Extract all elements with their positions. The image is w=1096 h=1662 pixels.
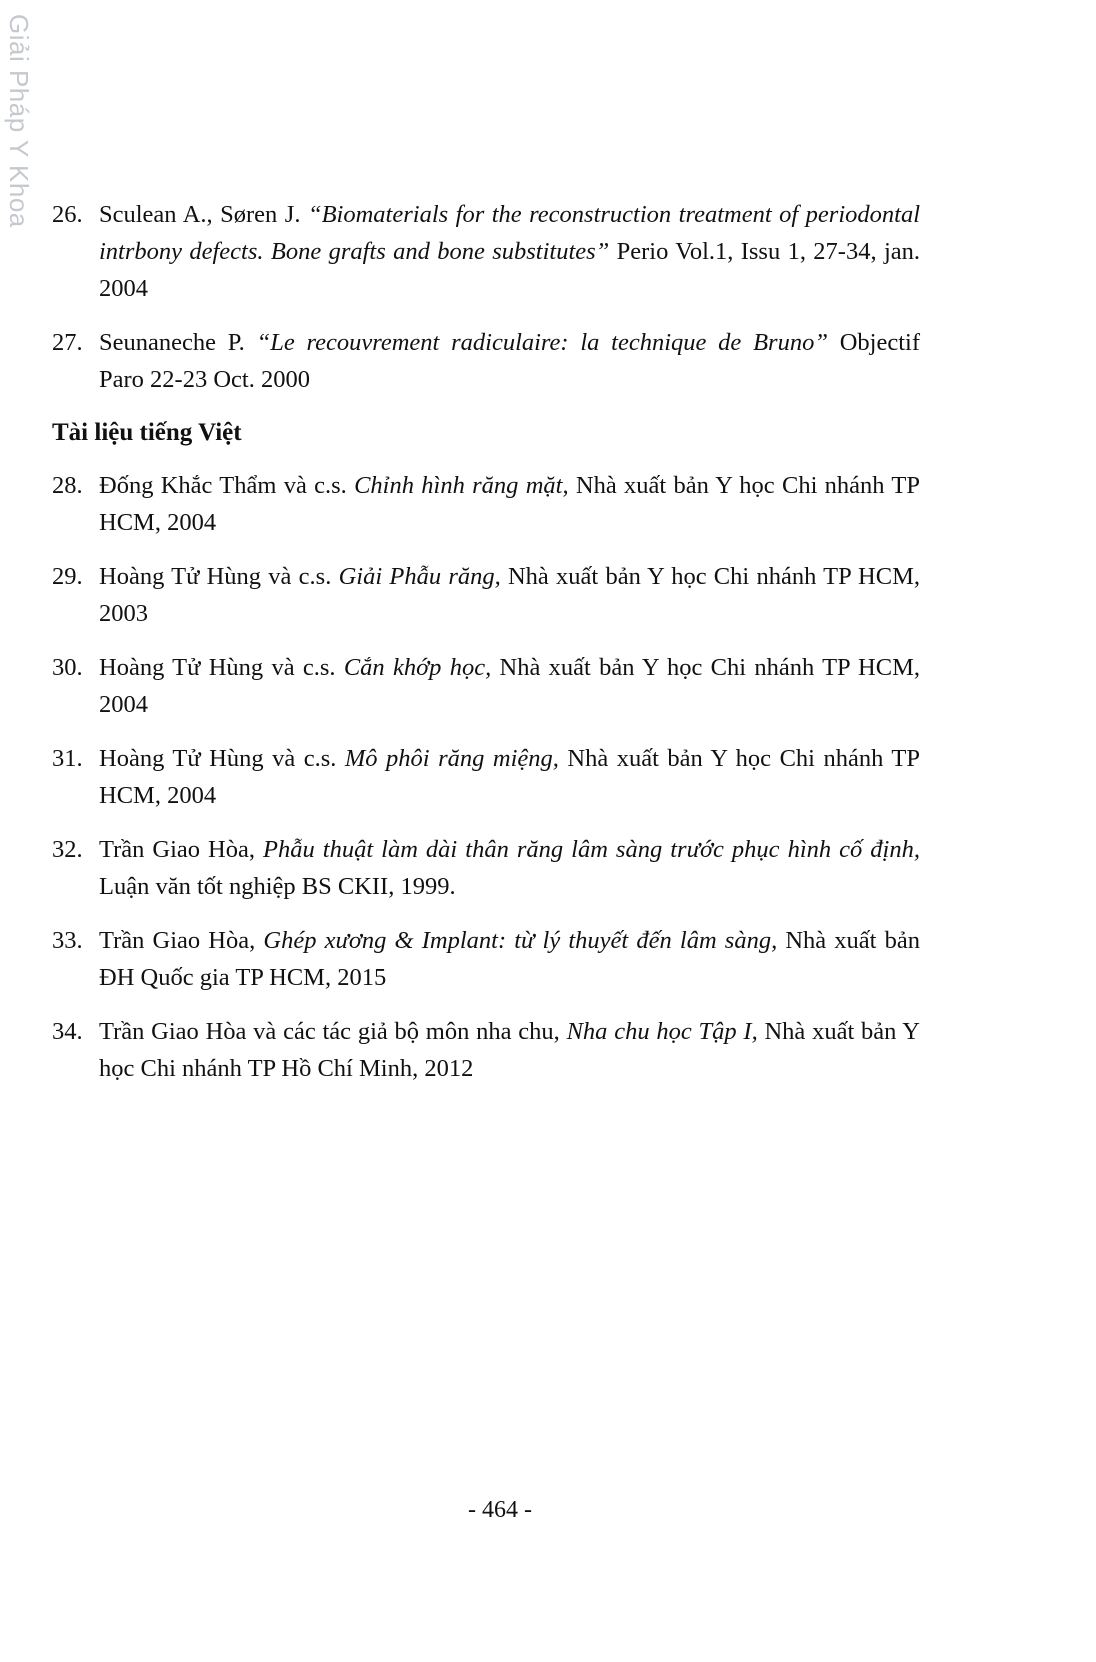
- reference-authors: Trần Giao Hòa và các tác giả bộ môn nha chu,: [99, 1018, 567, 1045]
- reference-item: [52, 558, 920, 632]
- reference-source: Nhà xuất bản ĐH Quốc gia TP HCM, 2015: [99, 927, 920, 991]
- reference-item: [52, 922, 920, 996]
- reference-source: Nhà xuất bản Y học Chi nhánh TP Hồ Chí Minh, 2012: [99, 1018, 920, 1082]
- reference-title: Phẫu thuật làm dài thân răng lâm sàng trước phục hình cố định,: [263, 836, 920, 863]
- reference-authors: Đống Khắc Thẩm và c.s.: [99, 472, 355, 499]
- reference-item: [52, 831, 920, 905]
- reference-source: Nhà xuất bản Y học Chi nhánh TP HCM, 2004: [99, 745, 920, 809]
- reference-number: 26.: [52, 201, 83, 228]
- reference-source: Objectif Paro 22-23 Oct. 2000: [99, 329, 920, 393]
- reference-number: 29.: [52, 563, 83, 590]
- reference-authors: Hoàng Tử Hùng và c.s.: [99, 563, 339, 590]
- reference-number: 27.: [52, 329, 83, 356]
- reference-number: 31.: [52, 745, 83, 772]
- reference-authors: Trần Giao Hòa,: [99, 836, 264, 863]
- reference-source: Perio Vol.1, Issu 1, 27-34, jan. 2004: [99, 238, 920, 302]
- reference-authors: Hoàng Tử Hùng và c.s.: [99, 745, 345, 772]
- reference-title: Ghép xương & Implant: từ lý thuyết đến lâm sàng,: [263, 927, 778, 954]
- reference-item: [52, 740, 920, 814]
- reference-source: Nhà xuất bản Y học Chi nhánh TP HCM, 2004: [99, 472, 920, 536]
- reference-title: Chỉnh hình răng mặt,: [354, 472, 569, 499]
- reference-source: Nhà xuất bản Y học Chi nhánh TP HCM, 2003: [99, 563, 920, 627]
- reference-title: Mô phôi răng miệng,: [344, 745, 559, 772]
- reference-number: 32.: [52, 836, 83, 863]
- reference-number: 33.: [52, 927, 83, 954]
- reference-source: Nhà xuất bản Y học Chi nhánh TP HCM, 2004: [99, 654, 920, 718]
- reference-title: Giải Phẫu răng,: [338, 563, 501, 590]
- reference-item: [52, 1013, 920, 1087]
- reference-number: 34.: [52, 1018, 83, 1045]
- reference-item: [52, 467, 920, 541]
- reference-title: Nha chu học Tập I,: [566, 1018, 758, 1045]
- section-heading: Tài liệu tiếng Việt: [52, 419, 242, 446]
- reference-authors: Hoàng Tử Hùng và c.s.: [99, 654, 344, 681]
- reference-item: [52, 649, 920, 723]
- reference-item: [52, 196, 920, 307]
- page-number: - 464 -: [468, 1497, 532, 1523]
- reference-number: 30.: [52, 654, 83, 681]
- reference-list: [52, 196, 920, 1104]
- reference-authors: Trần Giao Hòa,: [99, 927, 264, 954]
- reference-source: Luận văn tốt nghiệp BS CKII, 1999.: [99, 873, 456, 900]
- reference-number: 28.: [52, 472, 83, 499]
- reference-title: “Le recouvrement radiculaire: la technique de Bruno”: [256, 329, 828, 356]
- reference-title: “Biomaterials for the reconstruction treatment of periodontal intrbony defects. Bone grafts and bone substitutes”: [99, 201, 921, 265]
- reference-item: [52, 324, 920, 398]
- reference-authors: Seunaneche P.: [99, 329, 257, 356]
- reference-authors: Sculean A., Søren J.: [99, 201, 308, 228]
- reference-title: Cắn khớp học,: [343, 654, 492, 681]
- watermark: Giải Pháp Y Khoa: [4, 14, 34, 228]
